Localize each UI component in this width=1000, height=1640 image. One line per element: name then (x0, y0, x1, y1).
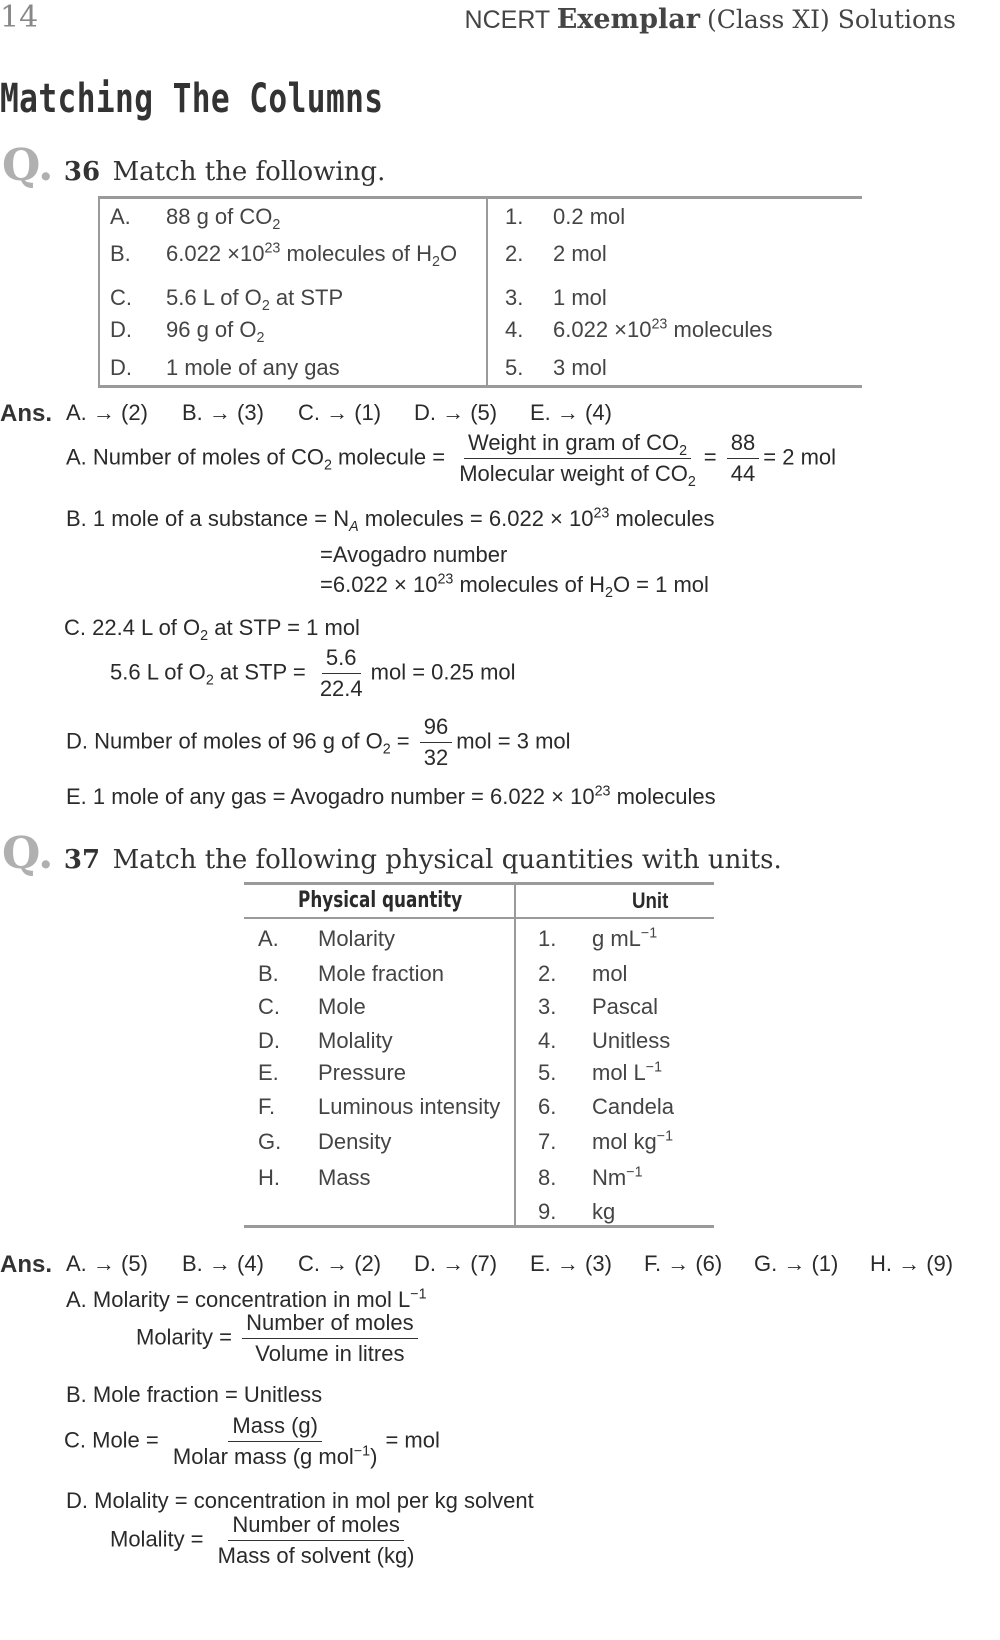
q37-left-item-5-text (318, 1094, 500, 1120)
q36-left-item-0-main: 88 g of CO (166, 204, 273, 229)
q37-left-item-0-text (318, 926, 395, 952)
q36-sol-e-b: molecules (610, 784, 716, 809)
q36-sol-b3-c: O = 1 mol (612, 572, 709, 597)
q36-right-item-3-main: 6.022 ×10 (553, 317, 652, 342)
q37-sol-d2-lhs: Molality = (110, 1526, 204, 1552)
q37-right-item-2-main: Pascal (592, 994, 659, 1019)
q37-q-mark: Q. (2, 828, 54, 879)
q36-right-item-2-label: 3. (505, 285, 524, 310)
q36-left-item-0-sub: 2 (272, 217, 281, 233)
q37-left-item-7-label: H. (258, 1165, 280, 1190)
q36-left-item-0-text (166, 204, 281, 233)
q37-right-item-5-main: Candela (592, 1094, 674, 1119)
q36-right-item-0-text (553, 204, 625, 230)
q36-right-item-3-text (553, 317, 773, 343)
q36-number: 36 (63, 157, 101, 187)
section-title: Matching The Columns (0, 76, 384, 122)
q37-right-item-0-main: g mL (592, 926, 641, 951)
q36-sol-c2-b: at STP = (213, 659, 306, 685)
q36-left-item-1-text (166, 240, 458, 270)
q36-sol-e (66, 784, 716, 810)
q36-left-item-2-label: C. (110, 285, 132, 310)
q36-sol-a-num2: 88 (727, 430, 759, 459)
q36-left-item-1-sup: 23 (264, 240, 281, 257)
q36-answer-4: E. → (4) (530, 400, 612, 425)
q37-table-header-rule (244, 917, 714, 919)
q37-sol-d-den: Mass of solvent (kg) (217, 1543, 415, 1568)
q36-sol-b1-sub: A (349, 519, 359, 535)
q36-right-item-3-tail: molecules (667, 317, 773, 342)
q37-sol-a-den: Volume in litres (255, 1341, 405, 1366)
q36-sol-e-sup: 23 (594, 783, 611, 800)
q37-sol-a1-text: A. Molarity = concentration in mol L (66, 1287, 411, 1312)
q37-answer-0: A. → (5) (66, 1251, 148, 1276)
q37-sol-d2 (110, 1512, 423, 1569)
q37-header-quantity: Physical quantity (298, 888, 463, 913)
q37-left-item-2-text (318, 994, 366, 1020)
q37-left-item-3-label: D. (258, 1028, 280, 1053)
q37-left-item-0-label: A. (258, 926, 279, 951)
q37-sol-a-num: Number of moles (242, 1310, 418, 1339)
q37-sol-c (64, 1413, 440, 1470)
q36-sol-c1 (64, 615, 360, 644)
q37-right-item-0-text (592, 926, 657, 952)
q36-sol-c-result: mol = 0.25 mol (370, 659, 516, 685)
q36-sol-a-sub: 2 (323, 457, 332, 474)
q37-ans-label: Ans. (0, 1251, 53, 1278)
q37-right-item-8-main: kg (592, 1199, 616, 1224)
q37-right-item-5-text (592, 1094, 674, 1120)
q37-sol-c-den-a: Molar mass (g mol (172, 1444, 354, 1469)
q36-left-item-2-sub: 2 (261, 298, 270, 314)
q36-right-item-4-text (553, 355, 607, 381)
q36-left-item-4-main: 1 mole of any gas (166, 355, 340, 380)
q37-left-item-6-label: G. (258, 1129, 282, 1154)
q36-sol-d-result: mol = 3 mol (456, 728, 571, 754)
q36-sol-d-den: 32 (423, 745, 449, 770)
q36-sol-a-lead: A. Number of moles of CO (66, 444, 324, 470)
q37-right-item-4-label: 5. (538, 1060, 557, 1085)
q37-left-item-5-main: Luminous intensity (318, 1094, 501, 1119)
q37-sol-a-fraction (242, 1310, 418, 1367)
q36-sol-b1-b: molecules = 6.022 × 10 (358, 506, 594, 531)
q37-number: 37 (63, 845, 101, 875)
q36-table-mid-rule (486, 198, 488, 386)
q37-prompt: Match the following physical quantities with units. (112, 845, 782, 875)
q37-right-item-6-text (592, 1129, 673, 1155)
q36-right-item-4-label: 5. (505, 355, 524, 380)
q36-sol-d-num: 96 (420, 714, 452, 743)
q37-right-item-3-label: 4. (538, 1028, 557, 1053)
q36-right-item-3-sup: 23 (651, 316, 668, 333)
q36-left-item-3-main: 96 g of O (166, 317, 257, 342)
q36-sol-b1-sup: 23 (593, 505, 610, 522)
q36-table-top-rule (98, 196, 862, 199)
q37-right-item-7-sup: −1 (626, 1164, 643, 1181)
q37-right-item-0-label: 1. (538, 926, 557, 951)
q37-right-item-1-label: 2. (538, 961, 557, 986)
q36-right-item-3-label: 4. (505, 317, 524, 342)
q36-left-item-1-tail2: O (439, 241, 458, 266)
q37-left-item-0-main: Molarity (318, 926, 396, 951)
q36-left-item-2-tail: at STP (269, 285, 344, 310)
q37-right-item-2-text (592, 994, 658, 1020)
q36-right-item-2-main: 1 mol (553, 285, 607, 310)
q36-sol-a-den2: 44 (730, 461, 756, 486)
header-suffix: (Class XI) Solutions (706, 5, 956, 34)
q37-answer-6: G. → (1) (754, 1251, 839, 1276)
q36-sol-a-result: = 2 mol (763, 444, 837, 470)
q37-heading (2, 828, 782, 879)
q36-prompt: Match the following. (112, 157, 386, 187)
q36-sol-b3-sup: 23 (437, 571, 454, 588)
q37-left-item-1-text (318, 961, 444, 987)
q36-sol-a-fraction (455, 430, 700, 490)
q36-left-item-2-text (166, 285, 344, 314)
q37-left-item-2-label: C. (258, 994, 280, 1019)
q37-sol-c-den-sup: −1 (353, 1443, 371, 1460)
q36-left-item-1-label: B. (110, 241, 131, 266)
q37-right-item-3-main: Unitless (592, 1028, 671, 1053)
q37-answer-2: C. → (2) (298, 1251, 382, 1276)
q37-right-item-7-main: Nm (592, 1165, 627, 1190)
q37-left-item-4-main: Pressure (318, 1060, 407, 1085)
q36-right-item-1-label: 2. (505, 241, 524, 266)
q36-sol-c1-sub: 2 (200, 628, 209, 644)
q36-q-mark: Q. (2, 140, 54, 191)
q36-sol-a-num: Weight in gram of CO (467, 430, 680, 455)
q37-right-item-7-label: 8. (538, 1165, 557, 1190)
q37-table-bottom-rule (244, 1225, 714, 1228)
q36-left-item-3-label: D. (110, 317, 132, 342)
q37-right-item-2-label: 3. (538, 994, 557, 1019)
q37-table-mid-rule (514, 884, 516, 1226)
q36-answer-2: C. → (1) (298, 400, 382, 425)
q36-sol-a-fraction2 (727, 430, 759, 487)
running-header (465, 4, 956, 35)
q36-sol-b3-sub: 2 (604, 585, 613, 601)
q36-sol-c1-b: at STP = 1 mol (208, 615, 360, 640)
q36-right-item-0-main: 0.2 mol (553, 204, 626, 229)
q36-sol-c2-sub: 2 (205, 672, 214, 689)
q37-right-item-8-label: 9. (538, 1199, 557, 1224)
q36-sol-d-lead: D. Number of moles of 96 g of O (66, 728, 383, 754)
q36-left-item-4-label: D. (110, 355, 132, 380)
q37-right-item-6-main: mol kg (592, 1129, 657, 1154)
page-number: 14 (0, 0, 39, 35)
header-bold: Exemplar (556, 4, 700, 35)
q37-answer-5: F. → (6) (644, 1251, 723, 1276)
q36-answer-0: A. → (2) (66, 400, 148, 425)
q37-left-item-3-text (318, 1028, 393, 1054)
q36-table-left-rule (98, 198, 100, 386)
q37-table-top-rule (244, 882, 714, 885)
q37-right-item-1-main: mol (592, 961, 628, 986)
q36-sol-d-sub: 2 (382, 741, 391, 758)
q37-sol-c-num: Mass (g) (228, 1413, 322, 1442)
q36-left-item-1-sub: 2 (432, 254, 440, 270)
q37-left-item-2-main: Mole (318, 994, 366, 1019)
q36-sol-a-mid: molecule = (331, 444, 446, 470)
q37-left-item-1-main: Mole fraction (318, 961, 444, 986)
q36-sol-a-den-sub: 2 (687, 474, 696, 490)
q36-sol-a-eq: = (703, 444, 717, 470)
q36-left-item-2-main: 5.6 L of O (166, 285, 262, 310)
q36-left-item-1-tail: molecules of H (280, 241, 433, 266)
q37-sol-a1-sup: −1 (410, 1286, 427, 1303)
q36-right-item-0-label: 1. (505, 204, 524, 229)
q37-sol-c-fraction (169, 1413, 382, 1470)
q36-sol-b3-b: molecules of H (453, 572, 605, 597)
q36-ans-label: Ans. (0, 400, 53, 427)
q37-answer-4: E. → (3) (530, 1251, 612, 1276)
q36-sol-c-num: 5.6 (322, 645, 361, 674)
q37-right-item-4-sup: −1 (645, 1059, 663, 1076)
q37-left-item-4-text (318, 1060, 406, 1086)
q36-left-item-0-label: A. (110, 204, 131, 229)
q36-sol-c-fraction (316, 645, 367, 702)
q36-sol-c-den: 22.4 (319, 676, 363, 701)
q37-right-item-6-label: 7. (538, 1129, 557, 1154)
q37-left-item-7-main: Mass (318, 1165, 371, 1190)
q36-right-item-4-main: 3 mol (553, 355, 607, 380)
q36-answer-1: B. → (3) (182, 400, 264, 425)
q36-sol-b1-a: B. 1 mole of a substance = N (66, 506, 350, 531)
q36-sol-a-den: Molecular weight of CO (459, 461, 688, 486)
q36-sol-b3-a: =6.022 × 10 (320, 572, 438, 597)
header-prefix: NCERT (464, 6, 550, 34)
q36-table-bottom-rule (98, 385, 862, 388)
q37-sol-c-lhs: C. Mole = (64, 1427, 159, 1453)
q37-header-unit: Unit (632, 888, 669, 913)
q37-sol-a2 (136, 1310, 422, 1367)
q37-right-item-4-text (592, 1060, 662, 1086)
q36-heading (2, 140, 385, 191)
q36-sol-e-a: E. 1 mole of any gas = Avogadro number = 6.022 × 10 (66, 784, 595, 809)
q36-sol-a-num-sub: 2 (679, 443, 688, 459)
q37-right-item-7-text (592, 1165, 643, 1191)
q37-left-item-6-text (318, 1129, 391, 1155)
q37-sol-d-num: Number of moles (228, 1512, 404, 1541)
q36-sol-d-eq: = (390, 728, 410, 754)
q36-sol-c2-a: 5.6 L of O (110, 659, 206, 685)
q36-sol-c2 (110, 645, 516, 702)
q37-left-item-5-label: F. (258, 1094, 276, 1119)
q37-right-item-8-text (592, 1199, 615, 1225)
q36-sol-b3 (320, 571, 709, 601)
q36-left-item-1-main: 6.022 ×10 (166, 241, 265, 266)
q36-sol-b2: =Avogadro number (320, 542, 508, 567)
q37-left-item-6-main: Density (318, 1129, 392, 1154)
q37-right-item-5-label: 6. (538, 1094, 557, 1119)
q36-right-item-1-main: 2 mol (553, 241, 607, 266)
q36-right-item-2-text (553, 285, 607, 311)
q37-sol-b: B. Mole fraction = Unitless (66, 1382, 323, 1407)
q37-sol-a2-lhs: Molarity = (136, 1324, 232, 1350)
q36-sol-b1 (66, 505, 715, 535)
q36-left-item-3-sub: 2 (256, 330, 265, 346)
q37-right-item-0-sup: −1 (640, 925, 658, 942)
q37-answer-1: B. → (4) (182, 1251, 264, 1276)
q37-sol-c-result: = mol (385, 1427, 440, 1453)
q37-answer-3: D. → (7) (414, 1251, 498, 1276)
q36-answer-3: D. → (5) (414, 400, 498, 425)
q37-answer-7: H. → (9) (870, 1251, 954, 1276)
q37-right-item-1-text (592, 961, 627, 987)
q37-right-item-3-text (592, 1028, 670, 1054)
q36-sol-b1-c: molecules (609, 506, 715, 531)
q37-right-item-4-main: mol L (592, 1060, 646, 1085)
q36-left-item-4-text (166, 355, 340, 381)
q36-left-item-3-text (166, 317, 265, 346)
q37-left-item-7-text (318, 1165, 371, 1191)
q36-sol-d (66, 714, 571, 771)
q37-left-item-1-label: B. (258, 961, 279, 986)
q37-left-item-3-main: Molality (318, 1028, 393, 1053)
q36-sol-d-fraction (420, 714, 452, 771)
q36-right-item-1-text (553, 241, 607, 267)
q37-left-item-4-label: E. (258, 1060, 279, 1085)
q37-sol-c-den-b: ) (370, 1444, 378, 1469)
q37-sol-d-fraction (214, 1512, 419, 1569)
q36-sol-a (66, 430, 837, 490)
q36-sol-c1-a: C. 22.4 L of O (64, 615, 201, 640)
q37-sol-d1: D. Molality = concentration in mol per kg solvent (66, 1488, 534, 1513)
q37-right-item-6-sup: −1 (656, 1128, 674, 1145)
